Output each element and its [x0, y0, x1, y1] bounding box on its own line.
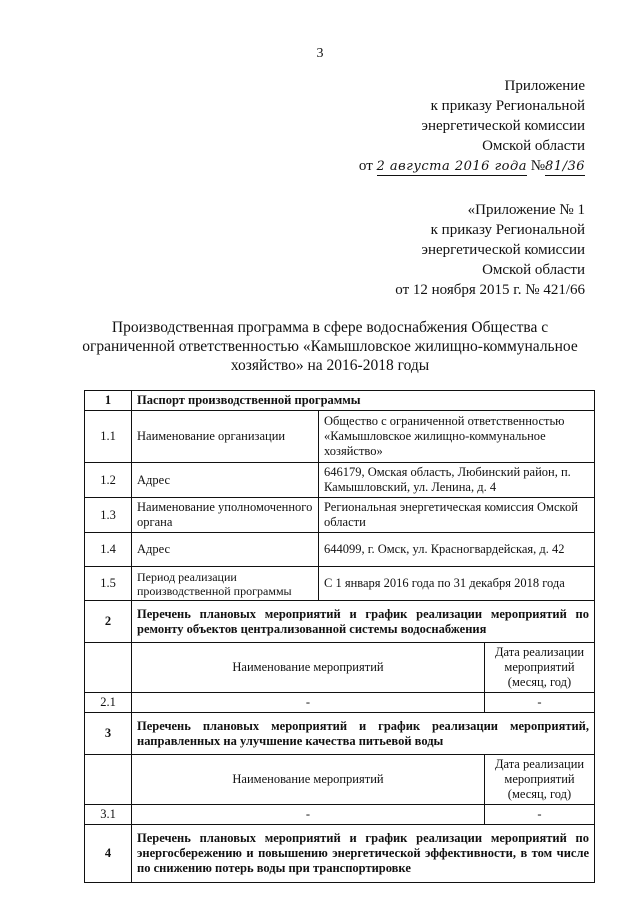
column-header-row: [85, 755, 595, 805]
appendix-original-block: [395, 200, 585, 300]
row-name: -: [132, 693, 485, 713]
column-header-name: Наименование мероприятий: [132, 643, 485, 693]
column-header-name: Наименование мероприятий: [132, 755, 485, 805]
row-number: 2.1: [85, 693, 132, 713]
row-number: 1.4: [85, 533, 132, 567]
appendix-date-line: [359, 156, 585, 176]
row-number: 1.1: [85, 411, 132, 463]
row-number: 3.1: [85, 805, 132, 825]
section-header-row: [85, 825, 595, 883]
title-line: ограниченной ответственностью «Камышловское жилищно-коммунальное: [82, 338, 578, 355]
title-line: Производственная программа в сфере водоснабжения Общества с: [111, 319, 549, 336]
section-number: 3: [85, 713, 132, 755]
section-heading: Перечень плановых мероприятий и график реализации мероприятий, направленных на улучшение качества питьевой воды: [132, 713, 595, 755]
row-date: -: [485, 805, 595, 825]
column-header-row: [85, 643, 595, 693]
appendix-line: Омской области: [482, 138, 585, 154]
column-header-date: Дата реализации мероприятий (месяц, год): [485, 643, 595, 693]
row-label: Наименование уполномоченного органа: [132, 498, 319, 533]
table-row: [85, 498, 595, 533]
section-header-row: [85, 601, 595, 643]
handwritten-date: 2 августа 2016 года: [376, 159, 527, 174]
appendix-line: от 12 ноября 2015 г. № 421/66: [395, 282, 585, 298]
table-row: [85, 567, 595, 601]
row-label: Адрес: [132, 533, 319, 567]
row-label: Адрес: [132, 463, 319, 498]
row-value: 644099, г. Омск, ул. Красногвардейская, д. 42: [319, 533, 595, 567]
section-number: 2: [85, 601, 132, 643]
row-number: 1.3: [85, 498, 132, 533]
section-header-row: [85, 713, 595, 755]
table-row: [85, 533, 595, 567]
section-header-row: [85, 391, 595, 411]
appendix-line: Омской области: [482, 262, 585, 278]
row-value: Общество с ограниченной ответственностью «Камышловское жилищно-коммунальное хозяйство»: [319, 411, 595, 463]
table-row: [85, 805, 595, 825]
table-row: [85, 411, 595, 463]
number-prefix: №: [530, 158, 546, 174]
empty-cell: [85, 643, 132, 693]
appendix-line: к приказу Региональной: [430, 222, 585, 238]
page-number: 3: [316, 46, 324, 61]
row-label: Наименование организации: [132, 411, 319, 463]
appendix-line: энергетической комиссии: [421, 118, 585, 134]
table-row: [85, 463, 595, 498]
title-line: хозяйство» на 2016-2018 годы: [230, 357, 430, 374]
section-heading: Перечень плановых мероприятий и график реализации мероприятий по энергосбережению и повышению энергетической эффективности, в том числе по снижению потерь воды при транспортировке: [132, 825, 595, 883]
production-program-table: [84, 390, 595, 883]
handwritten-number: 81/36: [545, 159, 585, 174]
row-date: -: [485, 693, 595, 713]
row-number: 1.5: [85, 567, 132, 601]
document-title: [80, 318, 580, 375]
section-heading: Паспорт производственной программы: [132, 391, 595, 411]
section-heading: Перечень плановых мероприятий и график реализации мероприятий по ремонту объектов централизованной системы водоснабжения: [132, 601, 595, 643]
row-name: -: [132, 805, 485, 825]
section-number: 1: [85, 391, 132, 411]
column-header-date: Дата реализации мероприятий (месяц, год): [485, 755, 595, 805]
empty-cell: [85, 755, 132, 805]
section-number: 4: [85, 825, 132, 883]
appendix-line: «Приложение № 1: [467, 202, 585, 218]
row-value: Региональная энергетическая комиссия Омской области: [319, 498, 595, 533]
date-prefix: от: [358, 158, 373, 174]
row-label: Период реализации производственной программы: [132, 567, 319, 601]
appendix-line: Приложение: [504, 78, 585, 94]
appendix-line: к приказу Региональной: [430, 98, 585, 114]
appendix-current-block: [359, 76, 585, 176]
table-row: [85, 693, 595, 713]
row-value: С 1 января 2016 года по 31 декабря 2018 года: [319, 567, 595, 601]
appendix-line: энергетической комиссии: [421, 242, 585, 258]
row-number: 1.2: [85, 463, 132, 498]
row-value: 646179, Омская область, Любинский район, п. Камышловский, ул. Ленина, д. 4: [319, 463, 595, 498]
